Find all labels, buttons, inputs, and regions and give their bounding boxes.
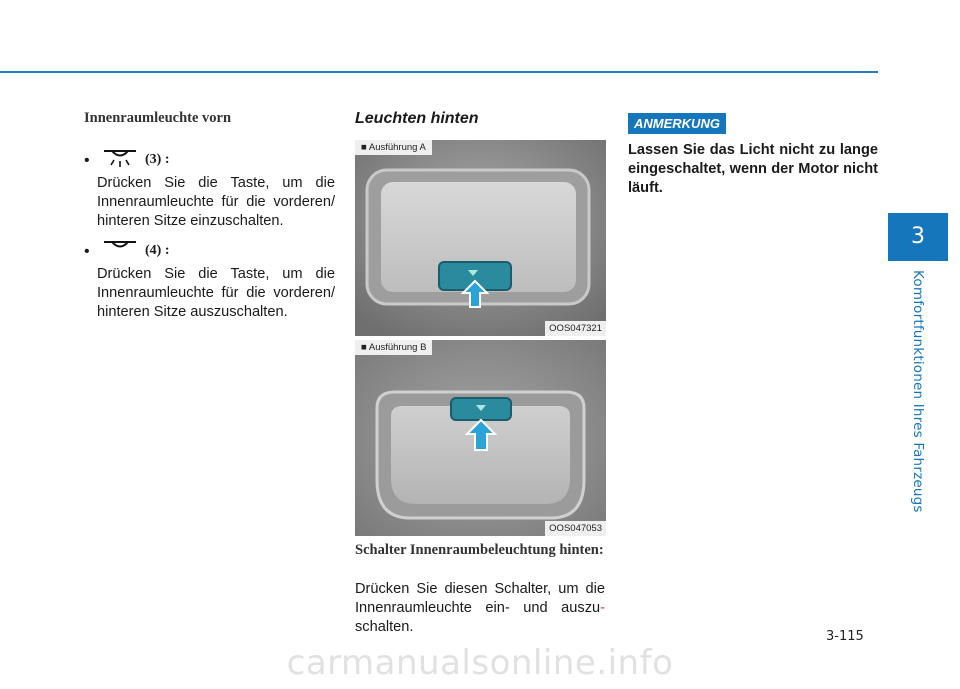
figure-code: OOS047053 bbox=[545, 521, 606, 536]
note-badge: ANMERKUNG bbox=[628, 113, 726, 134]
switch-description: Drücken Sie diesen Schalter, um die Innenraumleuchte ein- und auszu- schalten. bbox=[355, 581, 605, 635]
rear-lamp-on-icon bbox=[100, 148, 140, 173]
bullet-dot: • bbox=[84, 152, 90, 169]
figure-label: ■ Ausführung B bbox=[355, 340, 432, 355]
header-rule bbox=[0, 71, 878, 73]
note-text: Lassen Sie das Licht nicht zu lange eingeschaltet, wenn der Motor nicht läuft. bbox=[628, 142, 878, 196]
item-number: (3) : bbox=[145, 152, 170, 167]
bullet-dot: • bbox=[84, 243, 90, 260]
figure-version-b bbox=[355, 340, 606, 536]
rear-lamp-b-illustration bbox=[355, 340, 606, 536]
item-number: (4) : bbox=[145, 243, 170, 258]
figure-version-a bbox=[355, 140, 606, 336]
page-number: 3-115 bbox=[826, 629, 864, 644]
item-description: Drücken Sie die Taste, um die Innenraumleuchte für die vorderen/ hinteren Sitze einzuschalten. bbox=[97, 175, 335, 229]
watermark: carmanualsonline.info bbox=[286, 643, 674, 683]
chapter-number: 3 bbox=[911, 224, 925, 249]
switch-subheading: Schalter Innenraumbeleuchtung hinten: bbox=[355, 542, 604, 558]
rear-lamp-off-icon bbox=[100, 239, 140, 264]
item-description: Drücken Sie die Taste, um die Innenraumleuchte für die vorderen/ hinteren Sitze auszuschalten. bbox=[97, 266, 335, 320]
figure-label: ■ Ausführung A bbox=[355, 140, 432, 155]
chapter-tab[interactable] bbox=[888, 213, 948, 261]
section-heading-rear-lights: Leuchten hinten bbox=[355, 110, 479, 127]
section-heading-front-light: Innenraumleuchte vorn bbox=[84, 110, 232, 126]
rear-lamp-a-illustration bbox=[355, 140, 606, 336]
figure-code: OOS047321 bbox=[545, 321, 606, 336]
